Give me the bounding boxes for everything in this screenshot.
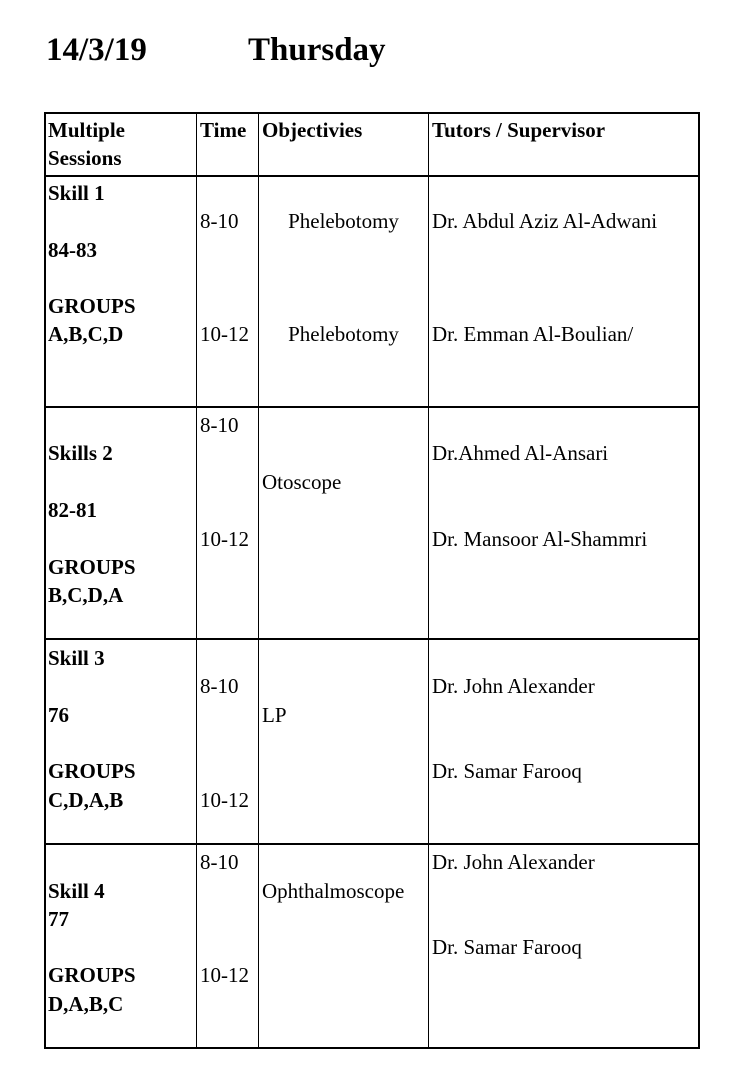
row-tutor-2: Dr. Samar Farooq <box>432 935 582 959</box>
table-border-top <box>44 112 700 114</box>
row-divider <box>44 175 700 177</box>
row-room: 84-83 <box>48 238 97 262</box>
row-time-2: 10-12 <box>200 788 249 812</box>
schedule-day: Thursday <box>248 32 386 68</box>
row-divider <box>44 843 700 845</box>
row-objective: Otoscope <box>262 470 342 494</box>
table-border-bottom <box>44 1047 700 1049</box>
row-groups-label: GROUPS <box>48 294 136 318</box>
row-objective: Ophthalmoscope <box>262 879 405 903</box>
row-skill: Skill 4 <box>48 879 105 903</box>
row-time-2: 10-12 <box>200 527 249 551</box>
row-time-1: 8-10 <box>200 674 239 698</box>
row-time-1: 8-10 <box>200 413 239 437</box>
row-tutor-1: Dr. Abdul Aziz Al-Adwani <box>432 209 658 233</box>
header-objectives: Objectivies <box>262 118 363 142</box>
column-divider <box>428 112 429 1049</box>
row-skill: Skills 2 <box>48 441 113 465</box>
row-tutor-2: Dr. Emman Al-Boulian/ <box>432 322 634 346</box>
row-groups: B,C,D,A <box>48 583 124 607</box>
row-objective-1: Phelebotomy <box>288 209 399 233</box>
row-time-2: 10-12 <box>200 322 249 346</box>
row-time-2: 10-12 <box>200 963 249 987</box>
row-groups: D,A,B,C <box>48 992 124 1016</box>
row-room: 77 <box>48 907 69 931</box>
row-room: 76 <box>48 703 69 727</box>
row-tutor-2: Dr. Samar Farooq <box>432 759 582 783</box>
row-time-1: 8-10 <box>200 209 239 233</box>
row-tutor-1: Dr.Ahmed Al-Ansari <box>432 441 609 465</box>
header-multiple-sessions-line1: Multiple <box>48 118 125 142</box>
table-border-left <box>44 112 46 1049</box>
row-groups: A,B,C,D <box>48 322 124 346</box>
header-time: Time <box>200 118 247 142</box>
row-tutor-2: Dr. Mansoor Al-Shammri <box>432 527 648 551</box>
row-objective: LP <box>262 703 287 727</box>
row-skill: Skill 3 <box>48 646 105 670</box>
header-multiple-sessions-line2: Sessions <box>48 146 122 170</box>
row-skill: Skill 1 <box>48 181 105 205</box>
schedule-date: 14/3/19 <box>46 32 147 68</box>
column-divider <box>196 112 197 1049</box>
row-groups-label: GROUPS <box>48 963 136 987</box>
table-border-right <box>698 112 700 1049</box>
row-tutor-1: Dr. John Alexander <box>432 674 595 698</box>
row-objective-2: Phelebotomy <box>288 322 399 346</box>
row-tutor-1: Dr. John Alexander <box>432 850 595 874</box>
row-divider <box>44 406 700 408</box>
row-groups-label: GROUPS <box>48 555 136 579</box>
column-divider <box>258 112 259 1049</box>
row-groups: C,D,A,B <box>48 788 124 812</box>
row-groups-label: GROUPS <box>48 759 136 783</box>
row-divider <box>44 638 700 640</box>
header-tutors: Tutors / Supervisor <box>432 118 606 142</box>
row-time-1: 8-10 <box>200 850 239 874</box>
row-room: 82-81 <box>48 498 97 522</box>
